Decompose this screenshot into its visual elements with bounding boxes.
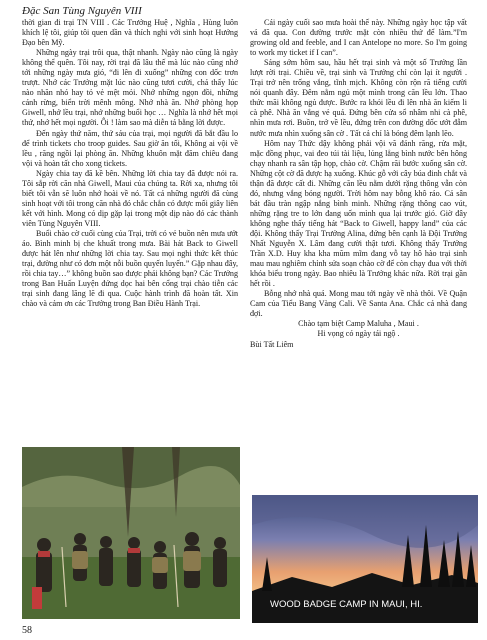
signature: Bùi Tất Liêm bbox=[250, 339, 294, 349]
left-column bbox=[22, 18, 238, 309]
maui-sunset-photo bbox=[252, 495, 478, 623]
paragraph: Cái ngày cuối sao mưa hoài thế này. Những ngày học tập vất vả đã qua. Con đường trước mặt còn nhiều thứ để làm.”I'm growing old and feeble, and I can Antelope no more. So I'm going to work my ticket if I can”. bbox=[250, 18, 467, 58]
page-header: Đặc San Tùng Nguyên VIII bbox=[22, 5, 142, 17]
photo-caption: WOOD BADGE CAMP IN MAUI, HI. bbox=[270, 599, 423, 610]
paragraph: Đến ngày thứ năm, thứ sáu của trại, mọi người đã bắt đầu lo để trình tickets cho troop guides. Sau giờ ăn tối, Không ai vội về lều , răng ngồi lại phòng ăn. Những khuôn mặt đăm chiêu đang vội và hoàn tất cho xong tickets. bbox=[22, 128, 238, 168]
right-column bbox=[250, 18, 467, 350]
paragraph: thời gian đi trại TN VIII . Các Trưởng Huệ , Nghĩa , Hùng luôn khích lệ tôi, giúp tôi quen dần và thích nghi với sinh hoạt Hướng Đạo bên Mỹ. bbox=[22, 18, 238, 48]
camp-group-illustration bbox=[22, 447, 240, 619]
paragraph: Hôm nay Thức dậy không phải vội vã đánh răng, rửa mặt, mặc đồng phục, vai đeo túi tài liệu, lủng lẳng bình nước bên hông chạy nhanh ra sân tập họp, chào cờ. Chậm rãi bước xuống sân cờ. Những cột cờ đã được hạ xuống. Khúc gỗ với cây búa đinh chắt và thận đã được cất đi. Những căn lều nằm dưới rặng thông vẫn còn đó, nhưng vắng bóng người. Trời hôm nay bỗng khô ráo. Cả sân bát đầu tràn ngập nắng bình minh. Những rặng thông cao vút, những rặng tre to lớn đang uốn mình qua lại trước gió. Giờ đây không nghe thấy tiếng hát “Back to Giwell, happy land” của các đội. Không thấy Trại Trưởng Alina, đứng bên cạnh là Đội Trưởng Nhất Nguyễn X. Lâm đang cười thật tươi. Không thấy Trưởng Trần X.D. Huy kha kha mũm mĩm đang vỗ tay hô hào trại sinh mau mau nghiêm chỉnh sửa soạn chào cờ để còn chạy đua với thời khóa biểu trong ngày. Bao nhiêu là Trưởng khác nữa. Rời trại gần hết rồi . bbox=[250, 138, 467, 289]
paragraph: Ngày chia tay đã kề bên. Những lời chia tay đã được nói ra. Tôi sắp rời căn nhà Giwell, Maui của chúng ta. Rời xa, nhưng tôi biết tôi vẫn sẽ luôn nhớ hoài về nó. Tất cả những người đã cùng sinh hoạt với tôi trong căn nhà đó chắc chắn có được mối giây liên kết với hình. Mong có dịp gặp lại trong một dịp nào đó các thành viên Tùng Nguyên VIII. bbox=[22, 168, 238, 228]
closing-line: Chào tạm biệt Camp Maluha , Maui . bbox=[298, 319, 419, 329]
sunset-illustration bbox=[252, 495, 478, 623]
camp-group-photo bbox=[22, 447, 240, 619]
page-number: 58 bbox=[22, 625, 32, 636]
paragraph: Buổi chào cờ cuối cùng của Trại, trời có vẻ buồn nên mưa ướt áo. Bình minh bị che khuất trong mưa. Bài hát Back to Giwell được hát lên như những lời chia tay. Sau mọi nghi thức kết thúc trại, đường như có đơn một nỗi buồn quyến luyến.” Gặp nhau đây, rồi chia tay…” không buồn sao được phải không bạn? Các Trưởng trong Ban Huấn Luyện đứng dọc hai bên cổng trại chào tiễn các trại sinh đang lăng lẽ đi qua. Cuộc hành trình đã hoàn tất. Xin chào và cảm ơn các Trưởng trong Ban Điều Hành Trại. bbox=[22, 228, 238, 309]
paragraph: Những ngày trại trôi qua, thật nhanh. Ngày nào cũng là ngày không thể quên. Tôi nay, rời trại đã lâu thế mà lúc nào cũng nhớ tới những ngày mưa gió, “đi lên đi xuống” những con dốc trơn trượt. Nhớ các Trưởng mặt lúc nào cũng tươi cười, chả thấy lúc nào nhăn nhó hay tỏ vẻ mệt mỏi. Nhớ những ngọn đồi, những cánh rừng, biển trời mênh mông. Nhớ nhà ăn. Nhớ phòng họp Giwell, nhớ lều trại, nhớ những buổi học … Nghĩa là nhớ hết mọi thứ, nhớ hết mọi người. Ôi ! làm sao mà diễn tả bằng lời được. bbox=[22, 48, 238, 128]
paragraph: Bỗng nhớ nhà quá. Mong mau tới ngày về nhà thôi. Về Quận Cam của Tiểu Bang Vàng Cali. Về Santa Ana. Chắc cả nhà đang đợi. bbox=[250, 289, 467, 319]
closing-line: Hi vọng có ngày tái ngộ . bbox=[317, 329, 400, 339]
paragraph: Sáng sớm hôm sau, hầu hết trại sinh và một số Trưởng lần lượt rời trại. Chiều về, trại sinh và Trưởng chỉ còn lại ít người . Trại trở nên trống vắng, tĩnh mịch. Không còn rộn rã tiếng cười nói quanh đây. Đêm nằm ngủ một mình trong căn lều lớn. Thao thức mãi không ngủ được. Bước ra khỏi lều đi lên nhà ăn kiếm li cà phê. Nhà ăn vắng vẻ quá. Đứng bên cửa sổ nhâm nhi cà phê, nhìn mưa rơi. Buồn, trở về lều, đứng trên con đường dốc ướt đẫm nước mưa nhìn xuống sân cờ . Tất cả chỉ là bóng đêm lạnh lẽo. bbox=[250, 58, 467, 138]
